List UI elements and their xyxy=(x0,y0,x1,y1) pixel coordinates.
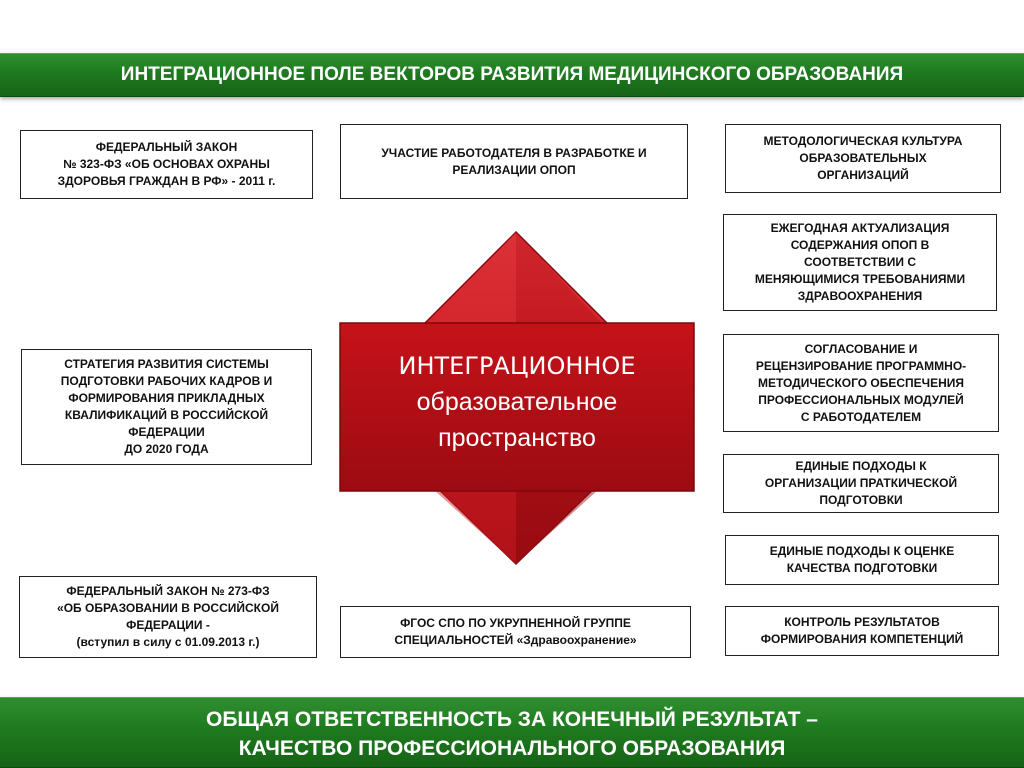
center-label-line2: образовательное xyxy=(416,388,618,416)
box-competency-control xyxy=(725,606,999,656)
box-methodology xyxy=(725,124,1001,193)
box-actualization-line: СОДЕРЖАНИЯ ОПОП В xyxy=(790,238,930,252)
box-practical-line: ЕДИНЫЕ ПОДХОДЫ К xyxy=(795,459,927,473)
box-review-line: МЕТОДИЧЕСКОГО ОБЕСПЕЧЕНИЯ xyxy=(757,375,965,390)
box-law-323-line: № 323-ФЗ «ОБ ОСНОВАХ ОХРАНЫ xyxy=(63,157,270,171)
box-strategy-2020 xyxy=(21,349,312,465)
box-assessment-line: ЕДИНЫЕ ПОДХОДЫ К ОЦЕНКЕ xyxy=(769,544,955,558)
box-methodology-line: ОРГАНИЗАЦИЙ xyxy=(817,168,909,182)
box-law-273-line: ФЕДЕРАЦИИ - xyxy=(126,618,210,632)
box-strategy-line: СТРАТЕГИЯ РАЗВИТИЯ СИСТЕМЫ xyxy=(64,357,269,371)
box-practical-training xyxy=(723,454,999,513)
box-control-line: ФОРМИРОВАНИЯ КОМПЕТЕНЦИЙ xyxy=(760,632,964,646)
box-law-323-line: ЗДОРОВЬЯ ГРАЖДАН В РФ» - 2011 г. xyxy=(57,174,276,188)
box-review-line: РЕЦЕНЗИРОВАНИЕ ПРОГРАММНО- xyxy=(755,358,967,373)
box-law-323 xyxy=(20,130,313,199)
box-law-273-line: «ОБ ОБРАЗОВАНИИ В РОССИЙСКОЙ xyxy=(57,601,279,615)
box-methodology-line: ОБРАЗОВАТЕЛЬНЫХ xyxy=(799,151,927,165)
box-annual-actualization xyxy=(723,214,997,311)
box-assessment-line: КАЧЕСТВА ПОДГОТОВКИ xyxy=(786,561,938,575)
footer-line2: КАЧЕСТВО ПРОФЕССИОНАЛЬНОГО ОБРАЗОВАНИЯ xyxy=(238,737,786,760)
diamond-top-left-facet xyxy=(430,232,516,323)
box-actualization-line: ЗДРАВООХРАНЕНИЯ xyxy=(797,289,923,303)
box-methodology-line: МЕТОДОЛОГИЧЕСКАЯ КУЛЬТУРА xyxy=(763,134,963,148)
footer-banner xyxy=(0,697,1024,768)
box-review-line: С РАБОТОДАТЕЛЕМ xyxy=(800,409,922,424)
box-law-273-line: ФЕДЕРАЛЬНЫЙ ЗАКОН № 273-ФЗ xyxy=(66,584,270,598)
box-fgos-line: СПЕЦИАЛЬНОСТЕЙ «Здравоохранение» xyxy=(394,633,637,647)
center-label xyxy=(340,348,694,456)
box-strategy-line: ФОРМИРОВАНИЯ ПРИКЛАДНЫХ xyxy=(68,391,265,405)
box-strategy-line: ДО 2020 ГОДА xyxy=(124,442,209,456)
box-employer-line: РЕАЛИЗАЦИИ ОПОП xyxy=(452,162,576,177)
box-employer-line: УЧАСТИЕ РАБОТОДАТЕЛЯ В РАЗРАБОТКЕ И xyxy=(381,145,647,160)
box-fgos xyxy=(340,606,691,658)
header-title: ИНТЕГРАЦИОННОЕ ПОЛЕ ВЕКТОРОВ РАЗВИТИЯ МЕДИЦИНСКОГО ОБРАЗОВАНИЯ xyxy=(120,64,904,85)
box-review xyxy=(723,334,999,432)
box-actualization-line: СООТВЕТСТВИИ С xyxy=(804,255,916,269)
box-practical-line: ПОДГОТОВКИ xyxy=(819,493,903,507)
box-employer-participation xyxy=(340,124,688,199)
box-control-line: КОНТРОЛЬ РЕЗУЛЬТАТОВ xyxy=(784,615,940,629)
box-actualization-line: МЕНЯЮЩИМИСЯ ТРЕБОВАНИЯМИ xyxy=(754,272,966,286)
box-quality-assessment xyxy=(725,535,999,585)
box-actualization-line: ЕЖЕГОДНАЯ АКТУАЛИЗАЦИЯ xyxy=(770,221,950,235)
box-law-273 xyxy=(19,576,317,658)
center-label-line3: пространство xyxy=(438,424,596,452)
box-strategy-line: ПОДГОТОВКИ РАБОЧИХ КАДРОВ И xyxy=(60,374,273,388)
box-law-323-line: ФЕДЕРАЛЬНЫЙ ЗАКОН xyxy=(95,140,238,154)
box-strategy-line: КВАЛИФИКАЦИЙ В РОССИЙСКОЙ xyxy=(64,408,269,422)
center-label-line1: ИНТЕГРАЦИОННОЕ xyxy=(398,352,636,380)
box-strategy-line: ФЕДЕРАЦИИ xyxy=(128,425,205,439)
header-banner xyxy=(0,53,1024,97)
box-review-line: ПРОФЕССИОНАЛЬНЫХ МОДУЛЕЙ xyxy=(758,392,964,407)
box-law-273-line: (вступил в силу с 01.09.2013 г.) xyxy=(76,635,260,649)
box-review-line: СОГЛАСОВАНИЕ И xyxy=(804,341,918,356)
box-fgos-line: ФГОС СПО ПО УКРУПНЕННОЙ ГРУППЕ xyxy=(400,616,631,630)
footer-line1: ОБЩАЯ ОТВЕТСТВЕННОСТЬ ЗА КОНЕЧНЫЙ РЕЗУЛЬТАТ – xyxy=(206,708,818,731)
box-practical-line: ОРГАНИЗАЦИИ ПРАТКИЧЕСКОЙ xyxy=(764,476,958,490)
